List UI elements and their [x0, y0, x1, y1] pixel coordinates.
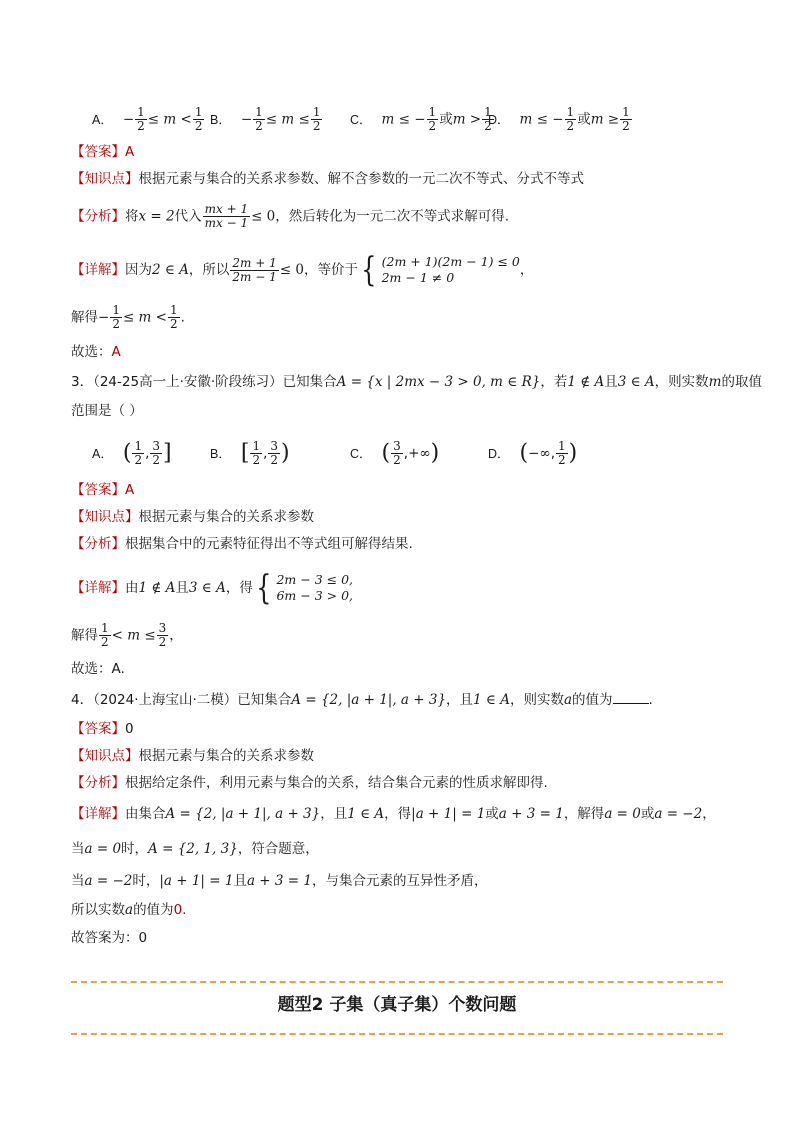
q3-solve: 解得 $\frac{1}{2}$ < m ≤ $\frac{3}{2}$ ，: [71, 621, 183, 649]
q3-choose: 故选：A.: [71, 661, 125, 677]
q4-analysis: 【分析】根据给定条件，利用元素与集合的关系，结合集合元素的性质求解即得.: [71, 775, 548, 791]
q4-knowledge: 【知识点】根据元素与集合的关系求参数: [71, 748, 314, 764]
q2-detail: 【详解】因为2 ∈ A，所以 $\frac{2m + 1}{2m - 1}$ ≤ 0，等价于 { (2m + 1)(2m − 1) ≤ 0 2m − 1 ≠ 0 ，: [71, 250, 534, 290]
q3-option-a: A． ( $\frac{1}{2}$ , $\frac{3}{2}$ ]: [92, 439, 172, 467]
q3-detail: 【详解】由1 ∉ A且3 ∈ A，得 { 2m − 3 ≤ 0, 6m − 3 > 0,: [71, 568, 354, 608]
q2-option-b: B． − $\frac{1}{2}$ ≤ m ≤ $\frac{1}{2}$: [210, 105, 321, 133]
q4-detail: 【详解】由集合A = {2, |a + 1|, a + 3}，且1 ∈ A，得|a + 1| = 1或a + 3 = 1，解得a = 0或a = −2，: [71, 806, 716, 822]
q3-stem-line1: 3．（24-25高一上·安徽·阶段练习）已知集合A = {x | 2mx − 3 > 0, m ∈ R}，若1 ∉ A且3 ∈ A，则实数m的取值: [71, 374, 762, 390]
section-heading: 题型2 子集（真子集）个数问题: [277, 995, 517, 1015]
q2-answer: 【答案】A: [71, 144, 135, 160]
q2-solve: 解得− $\frac{1}{2}$ ≤ m < $\frac{1}{2}$ .: [71, 303, 185, 331]
q4-case1: 当a = 0时，A = {2, 1, 3}，符合题意，: [71, 841, 319, 857]
section-divider-bottom: [71, 1033, 723, 1035]
q2-option-c: C． m ≤ − $\frac{1}{2}$ 或m > $\frac{1}{2}$: [350, 105, 492, 133]
q4-conclusion: 所以实数a的值为0.: [71, 902, 187, 918]
answer-blank: [613, 689, 649, 704]
q3-option-c: C． ( $\frac{3}{2}$ ,+∞): [350, 439, 440, 467]
q4-stem: 4．（2024·上海宝山·二模）已知集合A = {2, |a + 1|, a + 3}，且1 ∈ A，则实数a的值为 .: [71, 689, 734, 710]
q2-analysis: 【分析】将x = 2代入 $\frac{mx + 1}{mx - 1}$ ≤ 0，然后转化为一元二次不等式求解可得.: [71, 202, 510, 230]
q4-answer: 【答案】0: [71, 721, 134, 737]
q3-answer: 【答案】A: [71, 482, 135, 498]
q2-choose: 故选：A: [71, 344, 121, 360]
q3-knowledge: 【知识点】根据元素与集合的关系求参数: [71, 509, 314, 525]
q2-knowledge: 【知识点】根据元素与集合的关系求参数、解不含参数的一元二次不等式、分式不等式: [71, 171, 584, 187]
q3-option-b: B． [ $\frac{1}{2}$ , $\frac{3}{2}$ ): [210, 439, 290, 467]
q2-option-a: A． − $\frac{1}{2}$ ≤ m < $\frac{1}{2}$: [92, 105, 203, 133]
section-divider-top: [71, 981, 723, 983]
q3-analysis: 【分析】根据集合中的元素特征得出不等式组可解得结果.: [71, 536, 413, 552]
q3-option-d: D． (−∞, $\frac{1}{2}$ ): [488, 439, 578, 467]
q3-stem-line2: 范围是（ ）: [71, 403, 143, 419]
q2-option-d: D． m ≤ − $\frac{1}{2}$ 或m ≥ $\frac{1}{2}$: [488, 105, 630, 133]
q4-final: 故答案为：0: [71, 930, 148, 946]
q4-case2: 当a = −2时，|a + 1| = 1且a + 3 = 1，与集合元素的互异性矛盾，: [71, 873, 488, 889]
